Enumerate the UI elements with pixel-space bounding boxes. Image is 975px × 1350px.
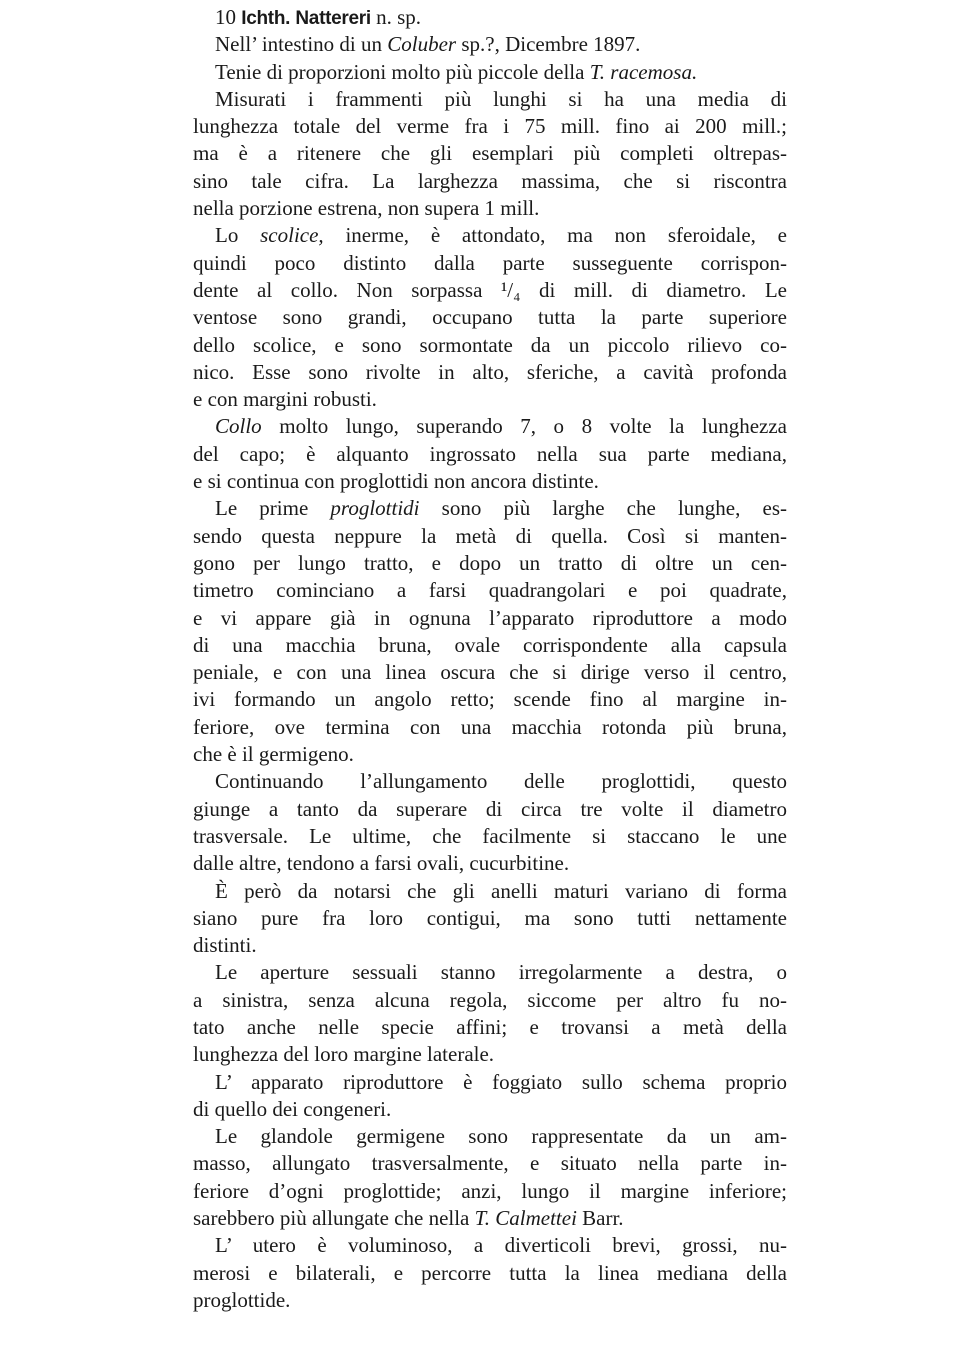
text-line [193,250,787,277]
text-run: feriore d’ogni proglottide; anzi, lungo il margine inferiore; [193,1178,787,1203]
italic-term: T. Calmettei [474,1206,577,1231]
text-line [193,959,787,986]
paragraph [193,1232,787,1314]
text-run: nico. Esse sono rivolte in alto, sferiche, a cavità profonda [193,359,787,384]
paragraph [193,222,787,413]
text-run: lunghezza del loro margine laterale. [193,1042,495,1067]
text-run: nella porzione estrena, non supera 1 mill. [193,196,540,221]
paragraph [193,413,787,495]
text-run: e vi appare già in ognuna l’apparato riproduttore a modo [193,605,787,630]
text-line [193,413,787,440]
paragraph [193,768,787,877]
text-run: dalle altre, tendono a farsi ovali, cucurbitine. [193,851,570,876]
italic-term: Coluber [387,32,457,57]
text-run: dente al collo. Non sorpassa ¹/₄ di mill. di diametro. Le [193,277,787,302]
text-line [193,1041,787,1068]
text-run: ventose sono grandi, occupano tutta la parte superiore [193,305,787,330]
text-run: sono più larghe che lunghe, es- [419,496,787,521]
text-run: siano pure fra loro contigui, ma sono tutti nettamente [193,905,787,930]
text-line [193,850,787,877]
text-run: L’ apparato riproduttore è foggiato sullo schema proprio [215,1069,787,1094]
document-page [193,4,787,1314]
italic-term: T. racemosa. [589,59,698,84]
text-line [193,86,787,113]
text-line [193,1150,787,1177]
text-run: peniale, e con una linea oscura che si dirige verso il centro, [193,660,787,685]
text-run: feriore, ove termina con una macchia rotonda più bruna, [193,714,787,739]
text-line [193,686,787,713]
paragraph [193,959,787,1068]
text-run: quindi poco distinto dalla parte susseguente corrispon- [193,250,787,275]
text-line [193,113,787,140]
text-run: tato anche nelle specie affini; e trovansi a metà della [193,1014,787,1039]
text-line [193,1260,787,1287]
text-line [193,714,787,741]
text-line [193,31,787,58]
text-line [193,222,787,249]
text-line [193,59,787,86]
text-line [193,140,787,167]
text-run: masso, allungato trasversalmente, e situato nella parte in- [193,1151,787,1176]
text-line [193,577,787,604]
text-line [193,878,787,905]
text-line [193,987,787,1014]
text-run: Le prime [215,496,331,521]
text-line [193,332,787,359]
text-run: che è il germigeno. [193,742,354,767]
text-run: sendo questa neppure la metà di quella. Così si manten- [193,523,787,548]
italic-term: scolice, [260,223,324,248]
text-run: di una macchia bruna, ovale corrispondente alla capsula [193,632,787,657]
text-line [193,1014,787,1041]
text-line [193,441,787,468]
text-run: distinti. [193,933,257,958]
text-line [193,468,787,495]
text-line [193,1123,787,1150]
paragraph [193,878,787,960]
text-run: ma è a ritenere che gli esemplari più completi oltrepas- [193,141,787,166]
text-run: inerme, è attondato, ma non sferoidale, e [323,223,787,248]
text-run: sp.?, Dicembre 1897. [456,32,641,57]
paragraph [193,86,787,222]
species-suffix: n. sp. [376,5,422,29]
paragraph [193,59,787,86]
text-run: Le aperture sessuali stanno irregolarmente a destra, o [215,960,787,985]
text-run: molto lungo, superando 7, o 8 volte la lunghezza [261,414,787,439]
paragraph [193,1123,787,1232]
text-run: Misurati i frammenti più lunghi si ha una media di [215,86,787,111]
text-run: lunghezza totale del verme fra i 75 mill. fino ai 200 mill.; [193,114,787,139]
italic-term: Collo [215,414,262,439]
text-run: sino tale cifra. La larghezza massima, che si riscontra [193,168,787,193]
text-run: e si continua con proglottidi non ancora distinte. [193,469,599,494]
paragraph [193,31,787,58]
text-run: proglottide. [193,1287,291,1312]
text-run: timetro cominciano a farsi quadrangolari e poi quadrate, [193,578,787,603]
text-line [193,359,787,386]
text-line [193,1096,787,1123]
species-name: Nattereri [295,8,371,29]
text-run: gono per lungo tratto, e dopo un tratto di oltre un cen- [193,550,787,575]
text-line [193,495,787,522]
text-line [193,304,787,331]
text-line [193,550,787,577]
text-line [193,1069,787,1096]
text-run: e con margini robusti. [193,387,377,412]
body-text [193,31,787,1314]
text-run: giunge a tanto da superare di circa tre volte il diametro [193,796,787,821]
text-line [193,386,787,413]
paragraph [193,1069,787,1124]
species-number: 10 [215,5,236,29]
text-line [193,932,787,959]
text-line [193,605,787,632]
text-run: merosi e bilaterali, e percorre tutta la linea mediana della [193,1260,787,1285]
text-line [193,523,787,550]
text-run: Barr. [576,1206,624,1231]
text-line [193,796,787,823]
italic-term: proglottidi [330,496,420,521]
text-run: Le glandole germigene sono rappresentate da un am- [215,1124,787,1149]
text-run: trasversale. Le ultime, che facilmente si staccano le une [193,823,787,848]
text-line [193,1178,787,1205]
text-line [193,659,787,686]
text-run: del capo; è alquanto ingrossato nella sua parte mediana, [193,441,787,466]
genus-name: Ichth. [241,8,291,29]
text-line [193,632,787,659]
text-run: È però da notarsi che gli anelli maturi variano di forma [215,878,787,903]
text-line [193,1232,787,1259]
text-line [193,741,787,768]
text-run: Continuando l’allungamento delle proglottidi, questo [215,769,787,794]
text-line [193,195,787,222]
text-run: Lo [215,223,261,248]
text-run: ivi formando un angolo retto; scende fino al margine in- [193,687,787,712]
text-run: L’ utero è voluminoso, a diverticoli brevi, grossi, nu- [215,1233,787,1258]
text-line [193,905,787,932]
text-line [193,1205,787,1232]
text-run: sarebbero più allungate che nella [193,1206,475,1231]
text-run: di quello dei congeneri. [193,1096,392,1121]
text-run: Tenie di proporzioni molto più piccole della [215,59,590,84]
paragraph [193,495,787,768]
text-line [193,168,787,195]
text-line [193,1287,787,1314]
text-line [193,277,787,304]
text-line [193,823,787,850]
text-run: Nell’ intestino di un [215,32,388,57]
species-heading [193,4,787,31]
text-line [193,768,787,795]
text-run: dello scolice, e sono sormontate da un piccolo rilievo co- [193,332,787,357]
text-run: a sinistra, senza alcuna regola, siccome per altro fu no- [193,987,787,1012]
